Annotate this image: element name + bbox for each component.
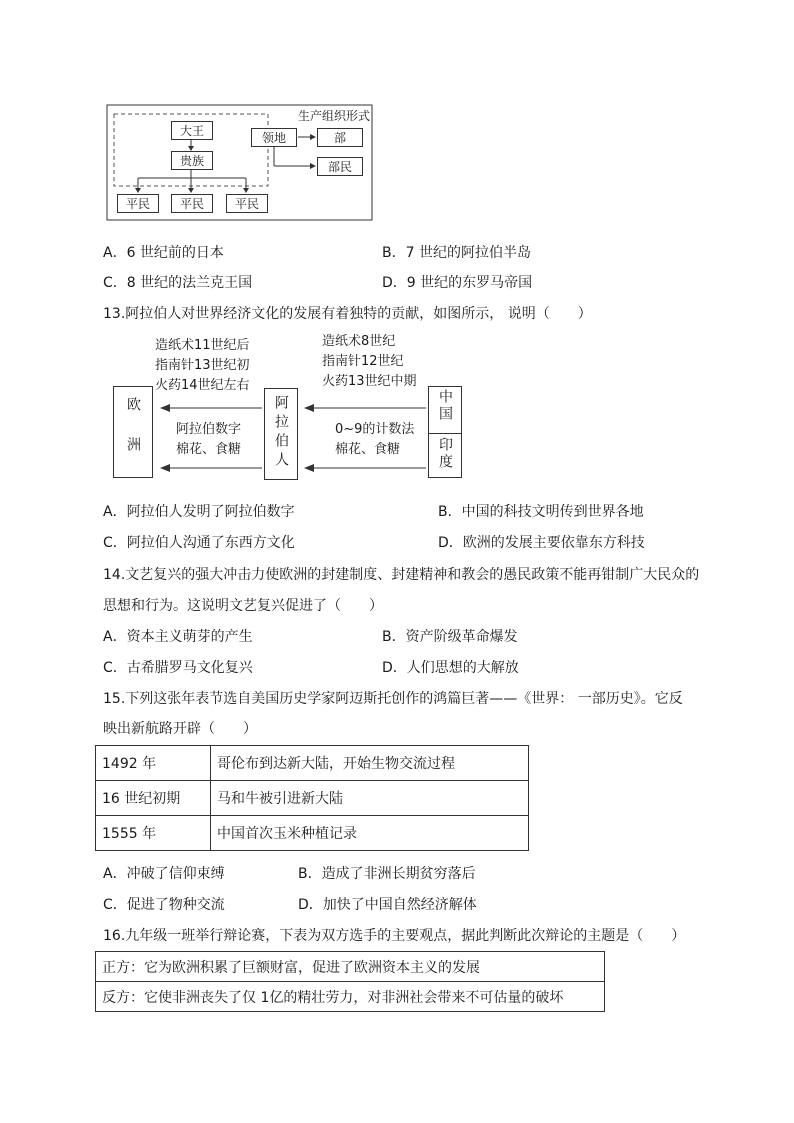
q12-option-c: C．8 世纪的法兰克王国 bbox=[103, 275, 253, 291]
q13-option-d: D．欧洲的发展主要依靠东方科技 bbox=[438, 535, 645, 551]
table-cell-year: 1492 年 bbox=[96, 746, 211, 781]
india-label: 印度 bbox=[437, 437, 453, 471]
q15-option-c: C．促进了物种交流 bbox=[103, 897, 225, 913]
table-cell-event: 马和牛被引进新大陆 bbox=[211, 781, 529, 816]
commoner-box: 平民 bbox=[171, 194, 213, 213]
q15-timeline-table bbox=[95, 745, 529, 851]
q15-option-b: B．造成了非洲长期贫穷落后 bbox=[298, 866, 476, 882]
to-arab-bottom-line-2: 棉花、食糖 bbox=[335, 442, 401, 457]
commoner-box: 平民 bbox=[226, 194, 268, 213]
table-row bbox=[96, 746, 529, 781]
table-cell-event: 中国首次玉米种植记录 bbox=[211, 816, 529, 851]
to-arab-top-line-3: 火药13世纪中期 bbox=[322, 374, 417, 389]
table-cell-con: 反方：它使非洲丧失了仅 1亿的精壮劳力，对非洲社会带来不可估量的破坏 bbox=[96, 982, 605, 1012]
diagram1-title: 生产组织形式 bbox=[298, 109, 371, 123]
q16-debate-table bbox=[95, 951, 605, 1012]
q14-option-a: A．资本主义萌芽的产生 bbox=[103, 629, 253, 645]
table-row bbox=[96, 952, 605, 982]
q13-stem: 13.阿拉伯人对世界经济文化的发展有着独特的贡献，如图所示， 说明（ ） bbox=[103, 306, 592, 322]
q15-stem-line-1: 15.下列这张年表节选自美国历史学家阿迈斯托创作的鸿篇巨著——《世界： 一部历史》。它反 bbox=[103, 691, 683, 707]
to-europe-top-line-3: 火药14世纪左右 bbox=[155, 378, 250, 393]
table-cell-pro: 正方：它为欧洲积累了巨额财富，促进了欧洲资本主义的发展 bbox=[96, 952, 605, 982]
q13-option-a: A．阿拉伯人发明了阿拉伯数字 bbox=[103, 504, 295, 520]
q14-option-d: D．人们思想的大解放 bbox=[382, 660, 519, 676]
europe-box bbox=[113, 386, 153, 478]
q15-option-a: A．冲破了信仰束缚 bbox=[103, 866, 225, 882]
table-row bbox=[96, 982, 605, 1012]
q12-option-d: D．9 世纪的东罗马帝国 bbox=[382, 275, 533, 291]
commoner-box: 平民 bbox=[117, 194, 159, 213]
china-label: 中国 bbox=[437, 389, 453, 423]
noble-box: 贵族 bbox=[171, 151, 213, 170]
q12-option-a: A．6 世纪前的日本 bbox=[103, 245, 224, 261]
q14-option-c: C．古希腊罗马文化复兴 bbox=[103, 660, 253, 676]
europe-label: 欧洲 bbox=[125, 397, 141, 477]
to-arab-top-line-2: 指南针12世纪 bbox=[322, 354, 404, 369]
arab-label: 阿拉伯人 bbox=[273, 395, 289, 471]
tribe-box: 部 bbox=[317, 128, 363, 147]
table-cell-year: 1555 年 bbox=[96, 816, 211, 851]
q15-option-d: D．加快了中国自然经济解体 bbox=[298, 897, 477, 913]
to-europe-bottom-line-2: 棉花、食糖 bbox=[176, 442, 242, 457]
arab-box bbox=[264, 388, 298, 480]
table-cell-event: 哥伦布到达新大陆，开始生物交流过程 bbox=[211, 746, 529, 781]
to-europe-bottom-line-1: 阿拉伯数字 bbox=[176, 422, 242, 437]
table-cell-year: 16 世纪初期 bbox=[96, 781, 211, 816]
table-row bbox=[96, 781, 529, 816]
q13-option-b: B．中国的科技文明传到世界各地 bbox=[438, 504, 644, 520]
to-europe-top-line-1: 造纸术11世纪后 bbox=[155, 338, 250, 353]
china-india-divider bbox=[429, 433, 461, 434]
table-row bbox=[96, 816, 529, 851]
q14-option-b: B．资产阶级革命爆发 bbox=[382, 629, 518, 645]
q14-stem-line-2: 思想和行为。这说明文艺复兴促进了（ ） bbox=[103, 598, 383, 614]
fief-box: 领地 bbox=[251, 128, 297, 147]
king-box: 大王 bbox=[171, 121, 213, 140]
q16-stem: 16.九年级一班举行辩论赛，下表为双方选手的主要观点，据此判断此次辩论的主题是（ ） bbox=[103, 928, 686, 944]
q12-option-b: B．7 世纪的阿拉伯半岛 bbox=[382, 245, 531, 261]
china-india-box bbox=[428, 386, 462, 478]
to-arab-top-line-1: 造纸术8世纪 bbox=[322, 334, 396, 349]
to-europe-top-line-2: 指南针13世纪初 bbox=[155, 358, 250, 373]
q15-stem-line-2: 映出新航路开辟（ ） bbox=[103, 721, 257, 737]
tribe-people-box: 部民 bbox=[317, 157, 363, 176]
q13-option-c: C．阿拉伯人沟通了东西方文化 bbox=[103, 535, 295, 551]
q14-stem-line-1: 14.文艺复兴的强大冲击力使欧洲的封建制度、封建精神和教会的愚民政策不能再钳制广大民众的 bbox=[103, 567, 700, 583]
to-arab-bottom-line-1: 0~9的计数法 bbox=[335, 422, 415, 437]
